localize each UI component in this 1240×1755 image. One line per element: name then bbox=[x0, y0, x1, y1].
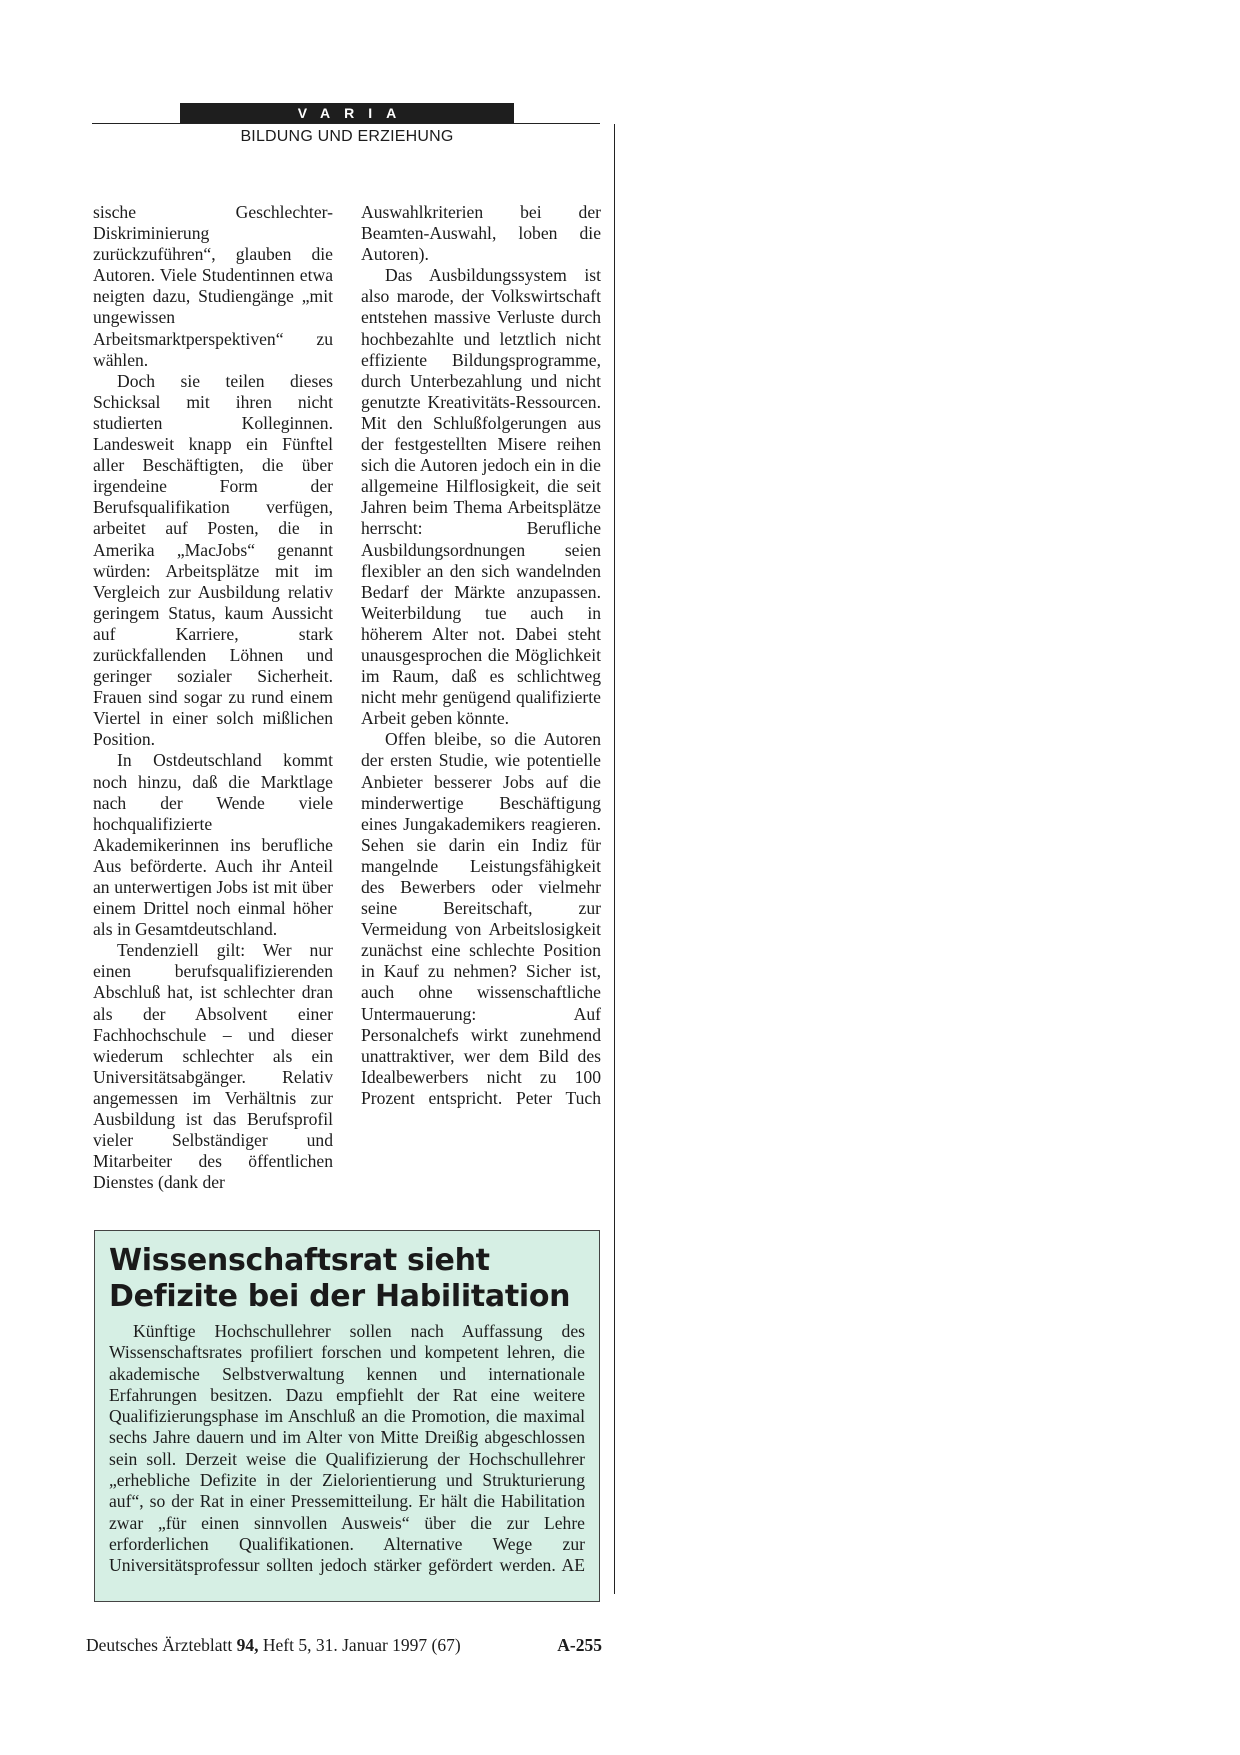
article-column-2 bbox=[361, 202, 601, 1109]
news-box bbox=[94, 1230, 600, 1602]
paragraph-text: Offen bleibe, so die Autoren der ersten Studie, wie potentielle Anbieter besserer Jobs auf die minderwertige Beschäftigung eines Jungakademikers reagieren. Sehen sie darin ein Indiz für mangelnde Leistungsfähigkeit des Bewerbers oder vielmehr seine Bereitschaft, zur Vermeidung von Arbeitslosigkeit zunächst eine schlechte Position in Kauf zu nehmen? Sicher ist, auch ohne wissenschaftliche Untermauerung: Auf Personalchefs wirkt zunehmend unattraktiver, wer dem Bild des Idealbewerbers nicht zu 100 Prozent entspricht. bbox=[361, 729, 601, 1108]
section-label: VARIA bbox=[180, 103, 514, 123]
box-text bbox=[109, 1321, 585, 1577]
page-number: A-255 bbox=[557, 1635, 602, 1655]
paragraph: Auswahlkriterien bei der Beamten-Auswahl, loben die Autoren). bbox=[361, 202, 601, 265]
subsection-label: BILDUNG UND ERZIEHUNG bbox=[240, 128, 454, 145]
header-rule bbox=[92, 123, 600, 124]
paragraph: Das Ausbildungssystem ist also marode, der Volkswirtschaft entstehen massive Verluste durch hochbezahlte und letztlich nicht effiziente Bildungsprogramme, durch Unterbezahlung und nicht genutzte Kreativitäts-Ressourcen. Mit den Schlußfolgerungen aus der festgestellten Misere reihen sich die Autoren jedoch ein in die allgemeine Hilflosigkeit, die seit Jahren beim Thema Arbeitsplätze herrscht: Berufliche Ausbildungsordnungen seien flexibler an den sich wandelnden Bedarf der Märkte anzupassen. Weiterbildung tue auch in höherem Alter not. Dabei steht unausgesprochen die Möglichkeit im Raum, daß es schlichtweg nicht mehr genügend qualifizierte Arbeit geben könnte. bbox=[361, 265, 601, 729]
article-column-1 bbox=[93, 202, 333, 1193]
journal-volume: 94, bbox=[236, 1635, 259, 1655]
page-footer bbox=[86, 1635, 602, 1656]
paragraph bbox=[361, 729, 601, 1109]
paragraph: Doch sie teilen dieses Schicksal mit ihren nicht studierten Kolleginnen. Landesweit knapp ein Fünftel aller Beschäftigten, die über irgendeine Form der Berufsqualifikation verfügen, arbeitet auf Posten, die in Amerika „MacJobs“ genannt würden: Arbeitsplätze mit im Vergleich zur Ausbildung relativ geringem Status, kaum Aussicht auf Karriere, stark zurückfallenden Löhnen und geringer sozialer Sicherheit. Frauen sind sogar zu rund einem Viertel in einer solch mißlichen Position. bbox=[93, 370, 333, 750]
box-author: AE bbox=[561, 1555, 585, 1576]
paragraph: sische Geschlechter-Diskriminierung zurückzuführen“, glauben die Autoren. Viele Studentinnen etwa neigten dazu, Studiengänge „mit ungewissen Arbeitsmarktperspektiven“ zu wählen. bbox=[93, 202, 333, 370]
paragraph: Tendenziell gilt: Wer nur einen berufsqualifizierenden Abschluß hat, ist schlechter dran als der Absolvent einer Fachhochschule – und dieser wiederum schlechter als ein Universitätsabgänger. Relativ angemessen im Verhältnis zur Ausbildung ist das Berufsprofil vieler Selbständiger und Mitarbeiter des öffentlichen Dienstes (dank der bbox=[93, 940, 333, 1193]
column-rule bbox=[614, 124, 615, 1594]
box-title-line: Defizite bei der Habilitation bbox=[109, 1279, 571, 1314]
paragraph: In Ostdeutschland kommt noch hinzu, daß die Marktlage nach der Wende viele hochqualifizierte Akademikerinnen ins berufliche Aus beförderte. Auch ihr Anteil an unterwertigen Jobs ist mit über einem Drittel noch einmal höher als in Gesamtdeutschland. bbox=[93, 750, 333, 940]
box-paragraph: Künftige Hochschullehrer sollen nach Auffassung des Wissenschaftsrates profiliert forschen und kompetent lehren, die akademische Selbstverwaltung kennen und internationale Erfahrungen besitzen. Dazu empfiehlt der Rat eine weitere Qualifizierungsphase im Anschluß an die Promotion, die maximal sechs Jahre dauern und im Alter von Mitte Dreißig abgeschlossen sein soll. Derzeit weise die Qualifizierung der Hochschullehrer „erhebliche Defizite in der Zielorientierung und Strukturierung auf“, so der Rat in einer Pressemitteilung. Er hält die Habilitation zwar „für einen sinnvollen Ausweis“ über die zur Lehre erforderlichen Qualifikationen. Alternative Wege zur Universitätsprofessur sollten jedoch stärker gefördert werden. bbox=[109, 1321, 585, 1576]
journal-issue: Heft 5, 31. Januar 1997 (67) bbox=[262, 1635, 461, 1655]
article-author: Peter Tuch bbox=[515, 1087, 602, 1108]
box-title-line: Wissenschaftsrat sieht bbox=[109, 1243, 490, 1278]
journal-name: Deutsches Ärzteblatt bbox=[86, 1635, 233, 1655]
box-title bbox=[109, 1243, 585, 1315]
